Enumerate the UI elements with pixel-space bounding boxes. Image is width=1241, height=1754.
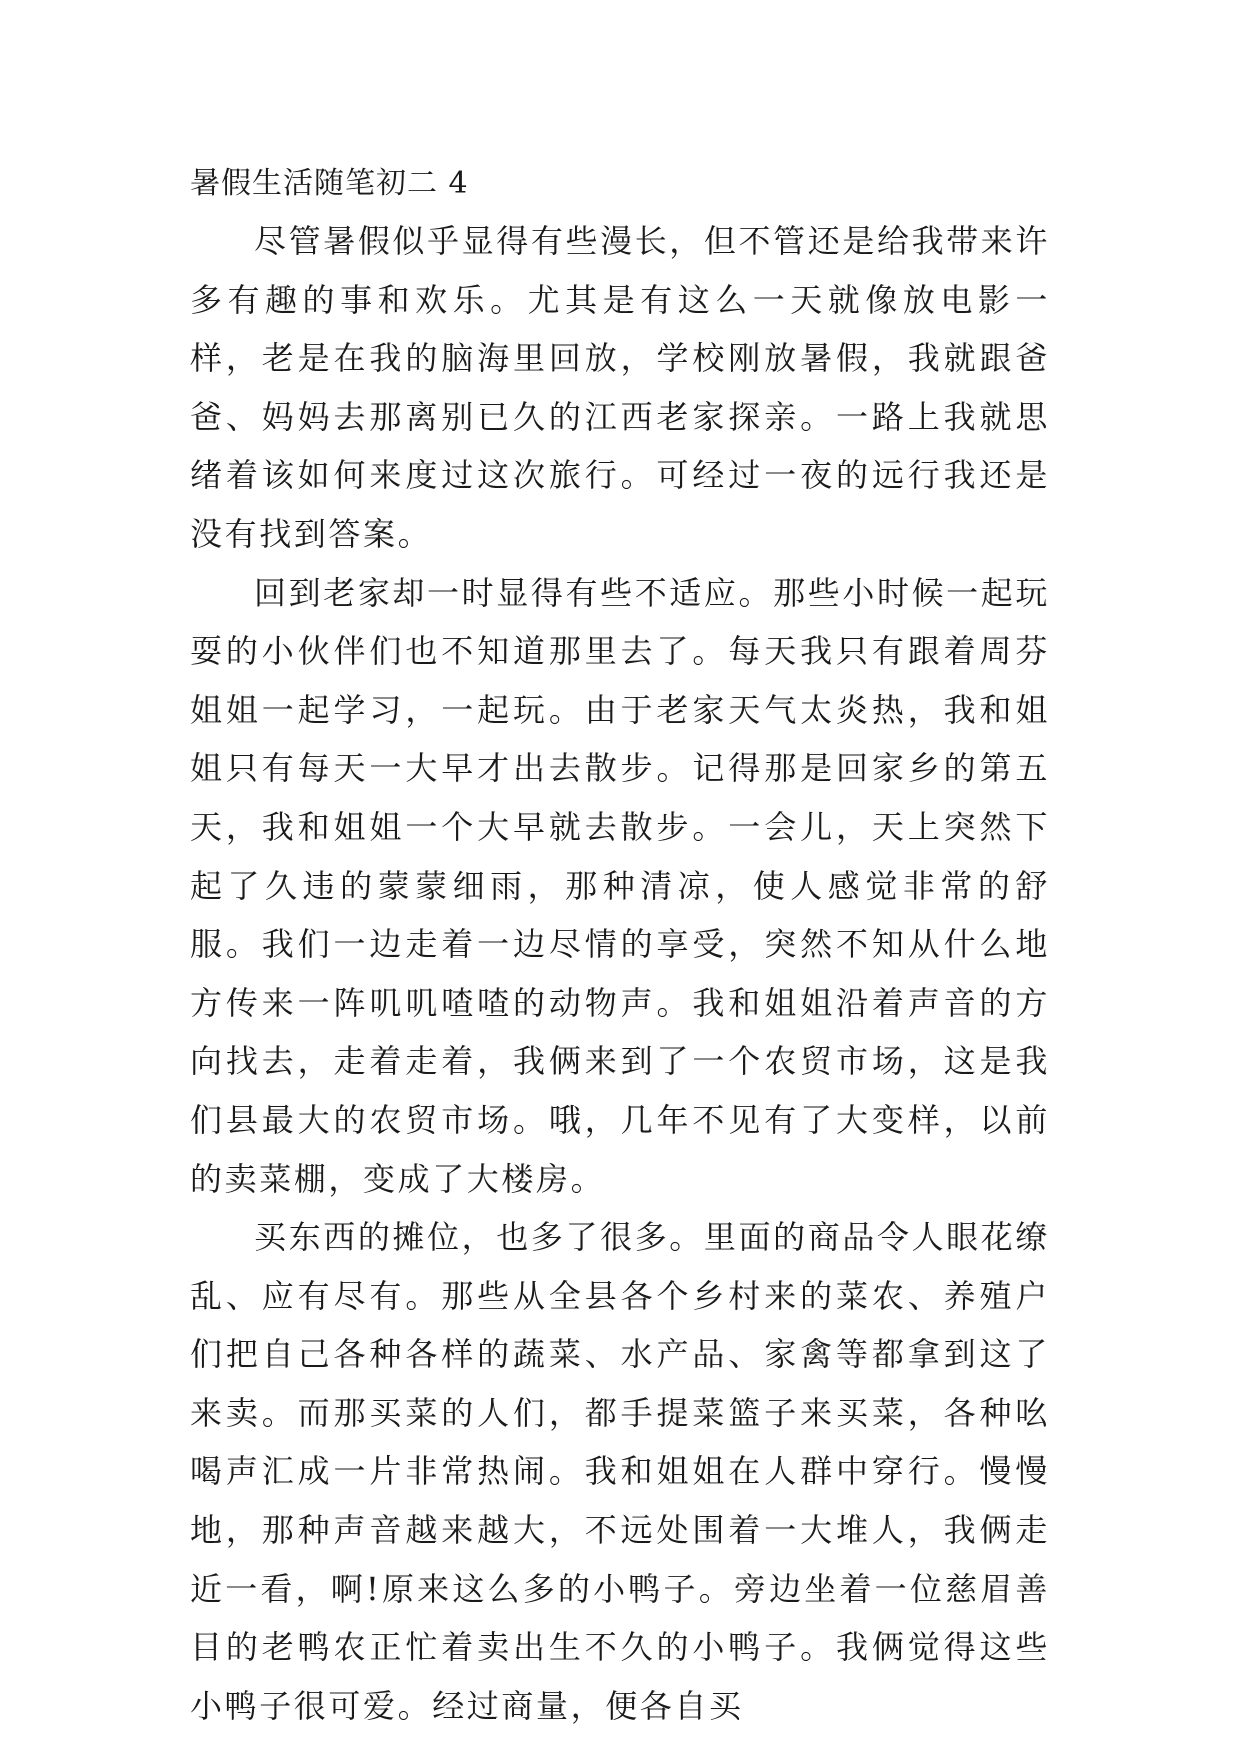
paragraph: 尽管暑假似乎显得有些漫长，但不管还是给我带来许多有趣的事和欢乐。尤其是有这么一天就像放电影一样，老是在我的脑海里回放，学校刚放暑假，我就跟爸爸、妈妈去那离别已久的江西老家探亲。一路上我就思绪着该如何来度过这次旅行。可经过一夜的远行我还是没有找到答案。	[190, 222, 1050, 553]
paragraph: 买东西的摊位，也多了很多。里面的商品令人眼花缭乱、应有尽有。那些从全县各个乡村来的菜农、养殖户们把自己各种各样的蔬菜、水产品、家禽等都拿到这了来卖。而那买菜的人们，都手提菜篮子来买菜，各种吆喝声汇成一片非常热闹。我和姐姐在人群中穿行。慢慢地，那种声音越来越大，不远处围着一大堆人，我俩走近一看，啊!原来这么多的小鸭子。旁边坐着一位慈眉善目的老鸭农正忙着卖出生不久的小鸭子。我俩觉得这些小鸭子很可爱。经过商量，便各自买	[190, 1218, 1050, 1725]
document-body	[190, 212, 1050, 1735]
document-title: 暑假生活随笔初二 4	[190, 166, 469, 201]
paragraph: 回到老家却一时显得有些不适应。那些小时候一起玩耍的小伙伴们也不知道那里去了。每天我只有跟着周芬姐姐一起学习，一起玩。由于老家天气太炎热，我和姐姐只有每天一大早才出去散步。记得那是回家乡的第五天，我和姐姐一个大早就去散步。一会儿，天上突然下起了久违的蒙蒙细雨，那种清凉，使人感觉非常的舒服。我们一边走着一边尽情的享受，突然不知从什么地方传来一阵叽叽喳喳的动物声。我和姐姐沿着声音的方向找去，走着走着，我俩来到了一个农贸市场，这是我们县最大的农贸市场。哦，几年不见有了大变样，以前的卖菜棚，变成了大楼房。	[190, 573, 1050, 1198]
